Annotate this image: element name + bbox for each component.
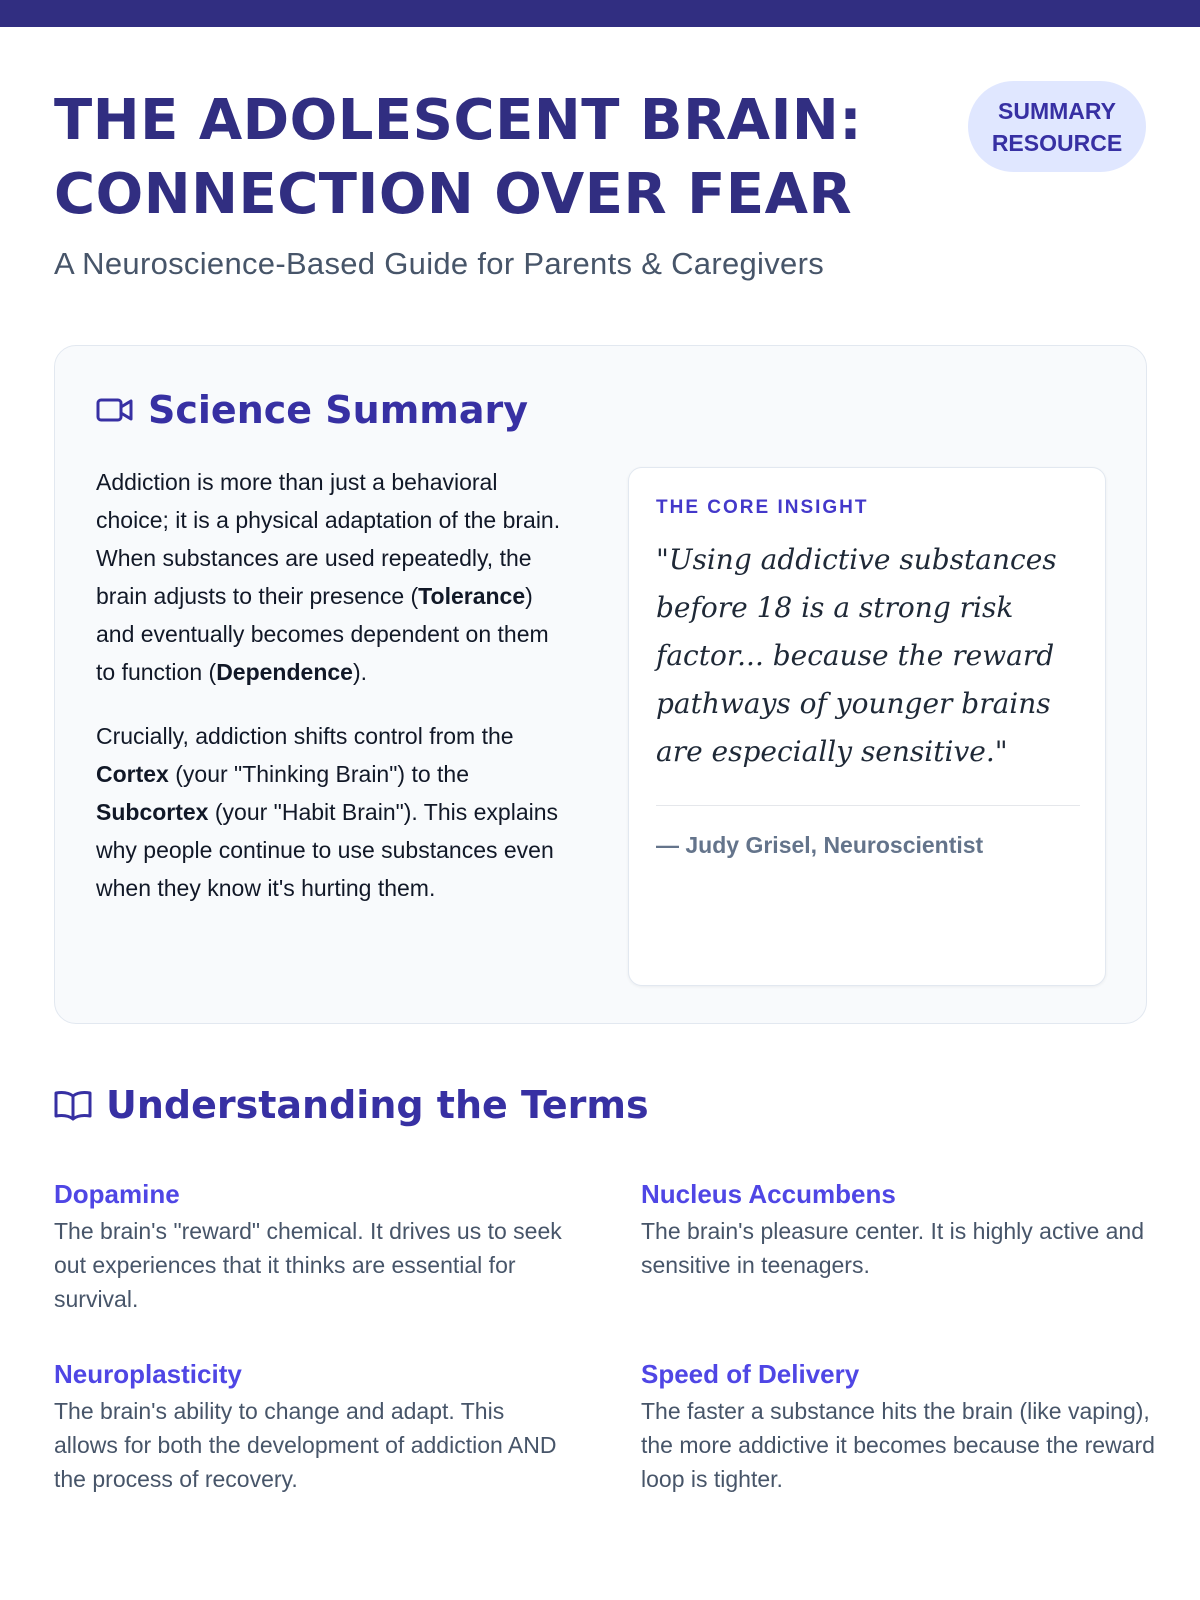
core-insight-author: — Judy Grisel, Neuroscientist	[656, 832, 984, 858]
term-description: The brain's pleasure center. It is highly active and sensitive in teenagers.	[641, 1218, 1145, 1278]
term-title: Speed of Delivery	[641, 1359, 860, 1389]
understanding-terms-heading	[54, 1083, 649, 1127]
term-description: The faster a substance hits the brain (like vaping), the more addictive it becomes because the reward loop is tighter.	[641, 1398, 1155, 1492]
insight-divider	[656, 805, 1080, 806]
page-subtitle: A Neuroscience-Based Guide for Parents & Caregivers	[54, 246, 825, 281]
science-summary-body	[96, 463, 566, 933]
term-description: The brain's "reward" chemical. It drives us to seek out experiences that it thinks are essential for survival.	[54, 1218, 562, 1312]
term-title: Dopamine	[54, 1179, 180, 1209]
science-paragraph-2: Crucially, addiction shifts control from the Cortex (your "Thinking Brain") to the Subcortex (your "Habit Brain"). This explains why people continue to use substances even when they know it's hurting them.	[96, 723, 559, 901]
open-book-icon	[54, 1089, 92, 1121]
understanding-terms-title: Understanding the Terms	[106, 1083, 649, 1127]
badge-line-1: SUMMARY	[998, 97, 1116, 124]
science-summary-heading	[96, 388, 528, 432]
page-title-line-2: CONNECTION OVER FEAR	[54, 162, 853, 227]
badge-line-2: RESOURCE	[991, 129, 1123, 156]
term-cortex: Cortex	[96, 761, 169, 787]
term-title: Nucleus Accumbens	[641, 1179, 896, 1209]
core-insight-label: THE CORE INSIGHT	[656, 497, 869, 518]
term-item-neuroplasticity	[54, 1358, 574, 1496]
page-header	[54, 84, 1146, 232]
term-title: Neuroplasticity	[54, 1359, 242, 1389]
science-summary-title: Science Summary	[148, 388, 529, 432]
term-dependence: Dependence	[216, 659, 353, 685]
term-subcortex: Subcortex	[96, 799, 209, 825]
term-item-nucleus-accumbens	[641, 1178, 1161, 1282]
term-item-dopamine	[54, 1178, 574, 1316]
core-insight-card	[628, 467, 1106, 986]
science-summary-card	[54, 345, 1147, 1024]
video-camera-icon	[96, 397, 134, 423]
page-title-line-1: THE ADOLESCENT BRAIN:	[54, 88, 863, 153]
core-insight-quote: "Using addictive substances before 18 is a strong risk factor... because the reward pathways of younger brains are especially sensitive."	[656, 543, 1057, 768]
science-paragraph-1: Addiction is more than just a behavioral choice; it is a physical adaptation of the brain. When substances are used repeatedly, the brain adjusts to their presence (Tolerance) and eventually becomes dependent on them to function (Dependence).	[96, 469, 561, 685]
page-title	[54, 84, 934, 232]
top-accent-bar	[0, 0, 1200, 27]
summary-resource-badge	[968, 81, 1146, 172]
term-description: The brain's ability to change and adapt. This allows for both the development of addiction AND the process of recovery.	[54, 1398, 557, 1492]
term-item-speed-of-delivery	[641, 1358, 1161, 1496]
term-tolerance: Tolerance	[418, 583, 526, 609]
